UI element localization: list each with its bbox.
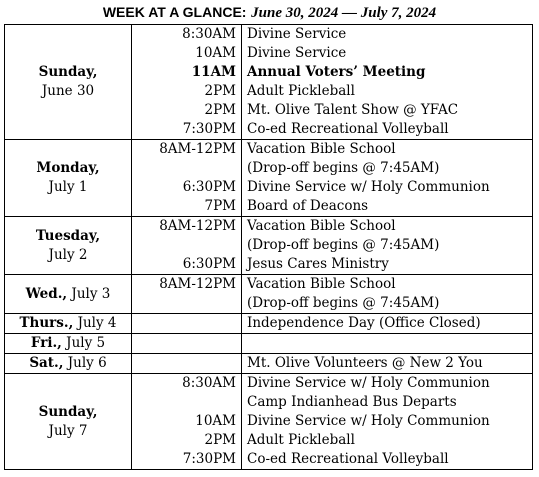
event-cell — [242, 275, 533, 314]
event-cell — [242, 25, 533, 140]
event-title: Annual Voters’ Meeting — [247, 64, 426, 80]
day-name: Thurs., — [19, 315, 74, 331]
event-time: 6:30PM — [182, 179, 236, 195]
event-title: Vacation Bible School — [247, 276, 396, 292]
event-time: 11AM — [191, 64, 236, 80]
event-title: Board of Deacons — [247, 198, 369, 214]
event-time: 2PM — [204, 432, 236, 448]
event-title: Mt. Olive Volunteers @ New 2 You — [247, 355, 483, 371]
event-time: 8:30AM — [182, 375, 236, 391]
event-time: 8AM-12PM — [159, 276, 236, 292]
schedule-table — [4, 24, 533, 470]
day-name: Sat., — [29, 355, 64, 371]
event-note: (Drop-off begins @ 7:45AM) — [247, 237, 440, 253]
event-title: Vacation Bible School — [247, 141, 396, 157]
event-cell — [242, 140, 533, 217]
event-time: 8AM-12PM — [159, 141, 236, 157]
event-time: 6:30PM — [182, 256, 236, 272]
day-cell — [5, 25, 132, 140]
day-cell — [5, 374, 132, 470]
time-cell — [132, 374, 242, 470]
event-note: (Drop-off begins @ 7:45AM) — [247, 160, 440, 176]
day-date: July 3 — [71, 285, 111, 302]
day-cell — [5, 354, 132, 374]
event-time: 8AM-12PM — [159, 218, 236, 234]
event-title: Divine Service w/ Holy Communion — [247, 413, 490, 429]
day-name: Fri., — [30, 335, 62, 351]
day-date: July 6 — [67, 355, 107, 371]
day-date: July 5 — [66, 335, 106, 351]
day-date: June 30 — [41, 83, 95, 99]
time-cell — [132, 217, 242, 275]
event-title: Camp Indianhead Bus Departs — [247, 394, 457, 410]
day-cell — [5, 275, 132, 314]
event-time — [132, 334, 241, 353]
event-title: Divine Service — [247, 26, 347, 42]
page-title — [0, 4, 539, 22]
day-row-tuesday-july-2 — [5, 217, 533, 275]
event-title: Divine Service w/ Holy Communion — [247, 375, 490, 391]
time-cell — [132, 334, 242, 354]
event-cell — [242, 354, 533, 374]
day-row-saturday-july-6 — [5, 354, 533, 374]
event-time — [132, 393, 241, 412]
time-cell — [132, 275, 242, 314]
event-time: 10AM — [195, 45, 236, 61]
time-cell — [132, 140, 242, 217]
event-time: 2PM — [204, 83, 236, 99]
day-name: Sunday, — [38, 64, 98, 80]
event-cell — [242, 314, 533, 334]
event-title: Vacation Bible School — [247, 218, 396, 234]
event-time: 8:30AM — [182, 26, 236, 42]
day-cell — [5, 314, 132, 334]
event-title — [242, 334, 532, 353]
day-row-wednesday-july-3 — [5, 275, 533, 314]
event-time: 7:30PM — [182, 121, 236, 137]
event-title: Adult Pickleball — [247, 83, 355, 99]
event-title: Independence Day (Office Closed) — [247, 315, 481, 331]
day-cell — [5, 217, 132, 275]
day-row-monday-july-1 — [5, 140, 533, 217]
event-cell — [242, 334, 533, 354]
event-title: Divine Service — [247, 45, 347, 61]
day-date: July 7 — [48, 422, 88, 439]
event-note: (Drop-off begins @ 7:45AM) — [247, 295, 440, 311]
event-title: Co-ed Recreational Volleyball — [247, 451, 449, 467]
event-time: 10AM — [195, 413, 236, 429]
event-title: Jesus Cares Ministry — [247, 256, 389, 272]
event-title: Divine Service w/ Holy Communion — [247, 179, 490, 195]
day-cell — [5, 334, 132, 354]
time-cell — [132, 314, 242, 334]
day-date: July 2 — [48, 246, 88, 263]
time-cell — [132, 25, 242, 140]
day-date: July 1 — [48, 179, 88, 195]
day-cell — [5, 140, 132, 217]
event-time: 7:30PM — [182, 451, 236, 467]
event-time — [132, 314, 241, 333]
event-title: Co-ed Recreational Volleyball — [247, 121, 449, 137]
event-cell — [242, 374, 533, 470]
event-time — [132, 159, 241, 178]
day-name: Monday, — [36, 160, 100, 176]
day-row-friday-july-5 — [5, 334, 533, 354]
event-time: 2PM — [204, 102, 236, 118]
day-name: Sunday, — [38, 403, 98, 420]
event-cell — [242, 217, 533, 275]
day-name: Tuesday, — [35, 227, 101, 244]
title-date-range: June 30, 2024 — July 7, 2024 — [251, 5, 437, 21]
event-title: Mt. Olive Talent Show @ YFAC — [247, 102, 459, 118]
day-row-sunday-july-7 — [5, 374, 533, 470]
event-time — [132, 294, 241, 313]
day-row-thursday-july-4 — [5, 314, 533, 334]
event-time — [132, 354, 241, 373]
day-row-sunday-june-30 — [5, 25, 533, 140]
title-prefix: WEEK AT A GLANCE: — [102, 4, 247, 20]
day-name: Wed., — [25, 285, 68, 302]
day-date: July 4 — [77, 315, 117, 331]
event-title: Adult Pickleball — [247, 432, 355, 448]
event-time — [132, 236, 241, 255]
event-time: 7PM — [204, 198, 236, 214]
time-cell — [132, 354, 242, 374]
